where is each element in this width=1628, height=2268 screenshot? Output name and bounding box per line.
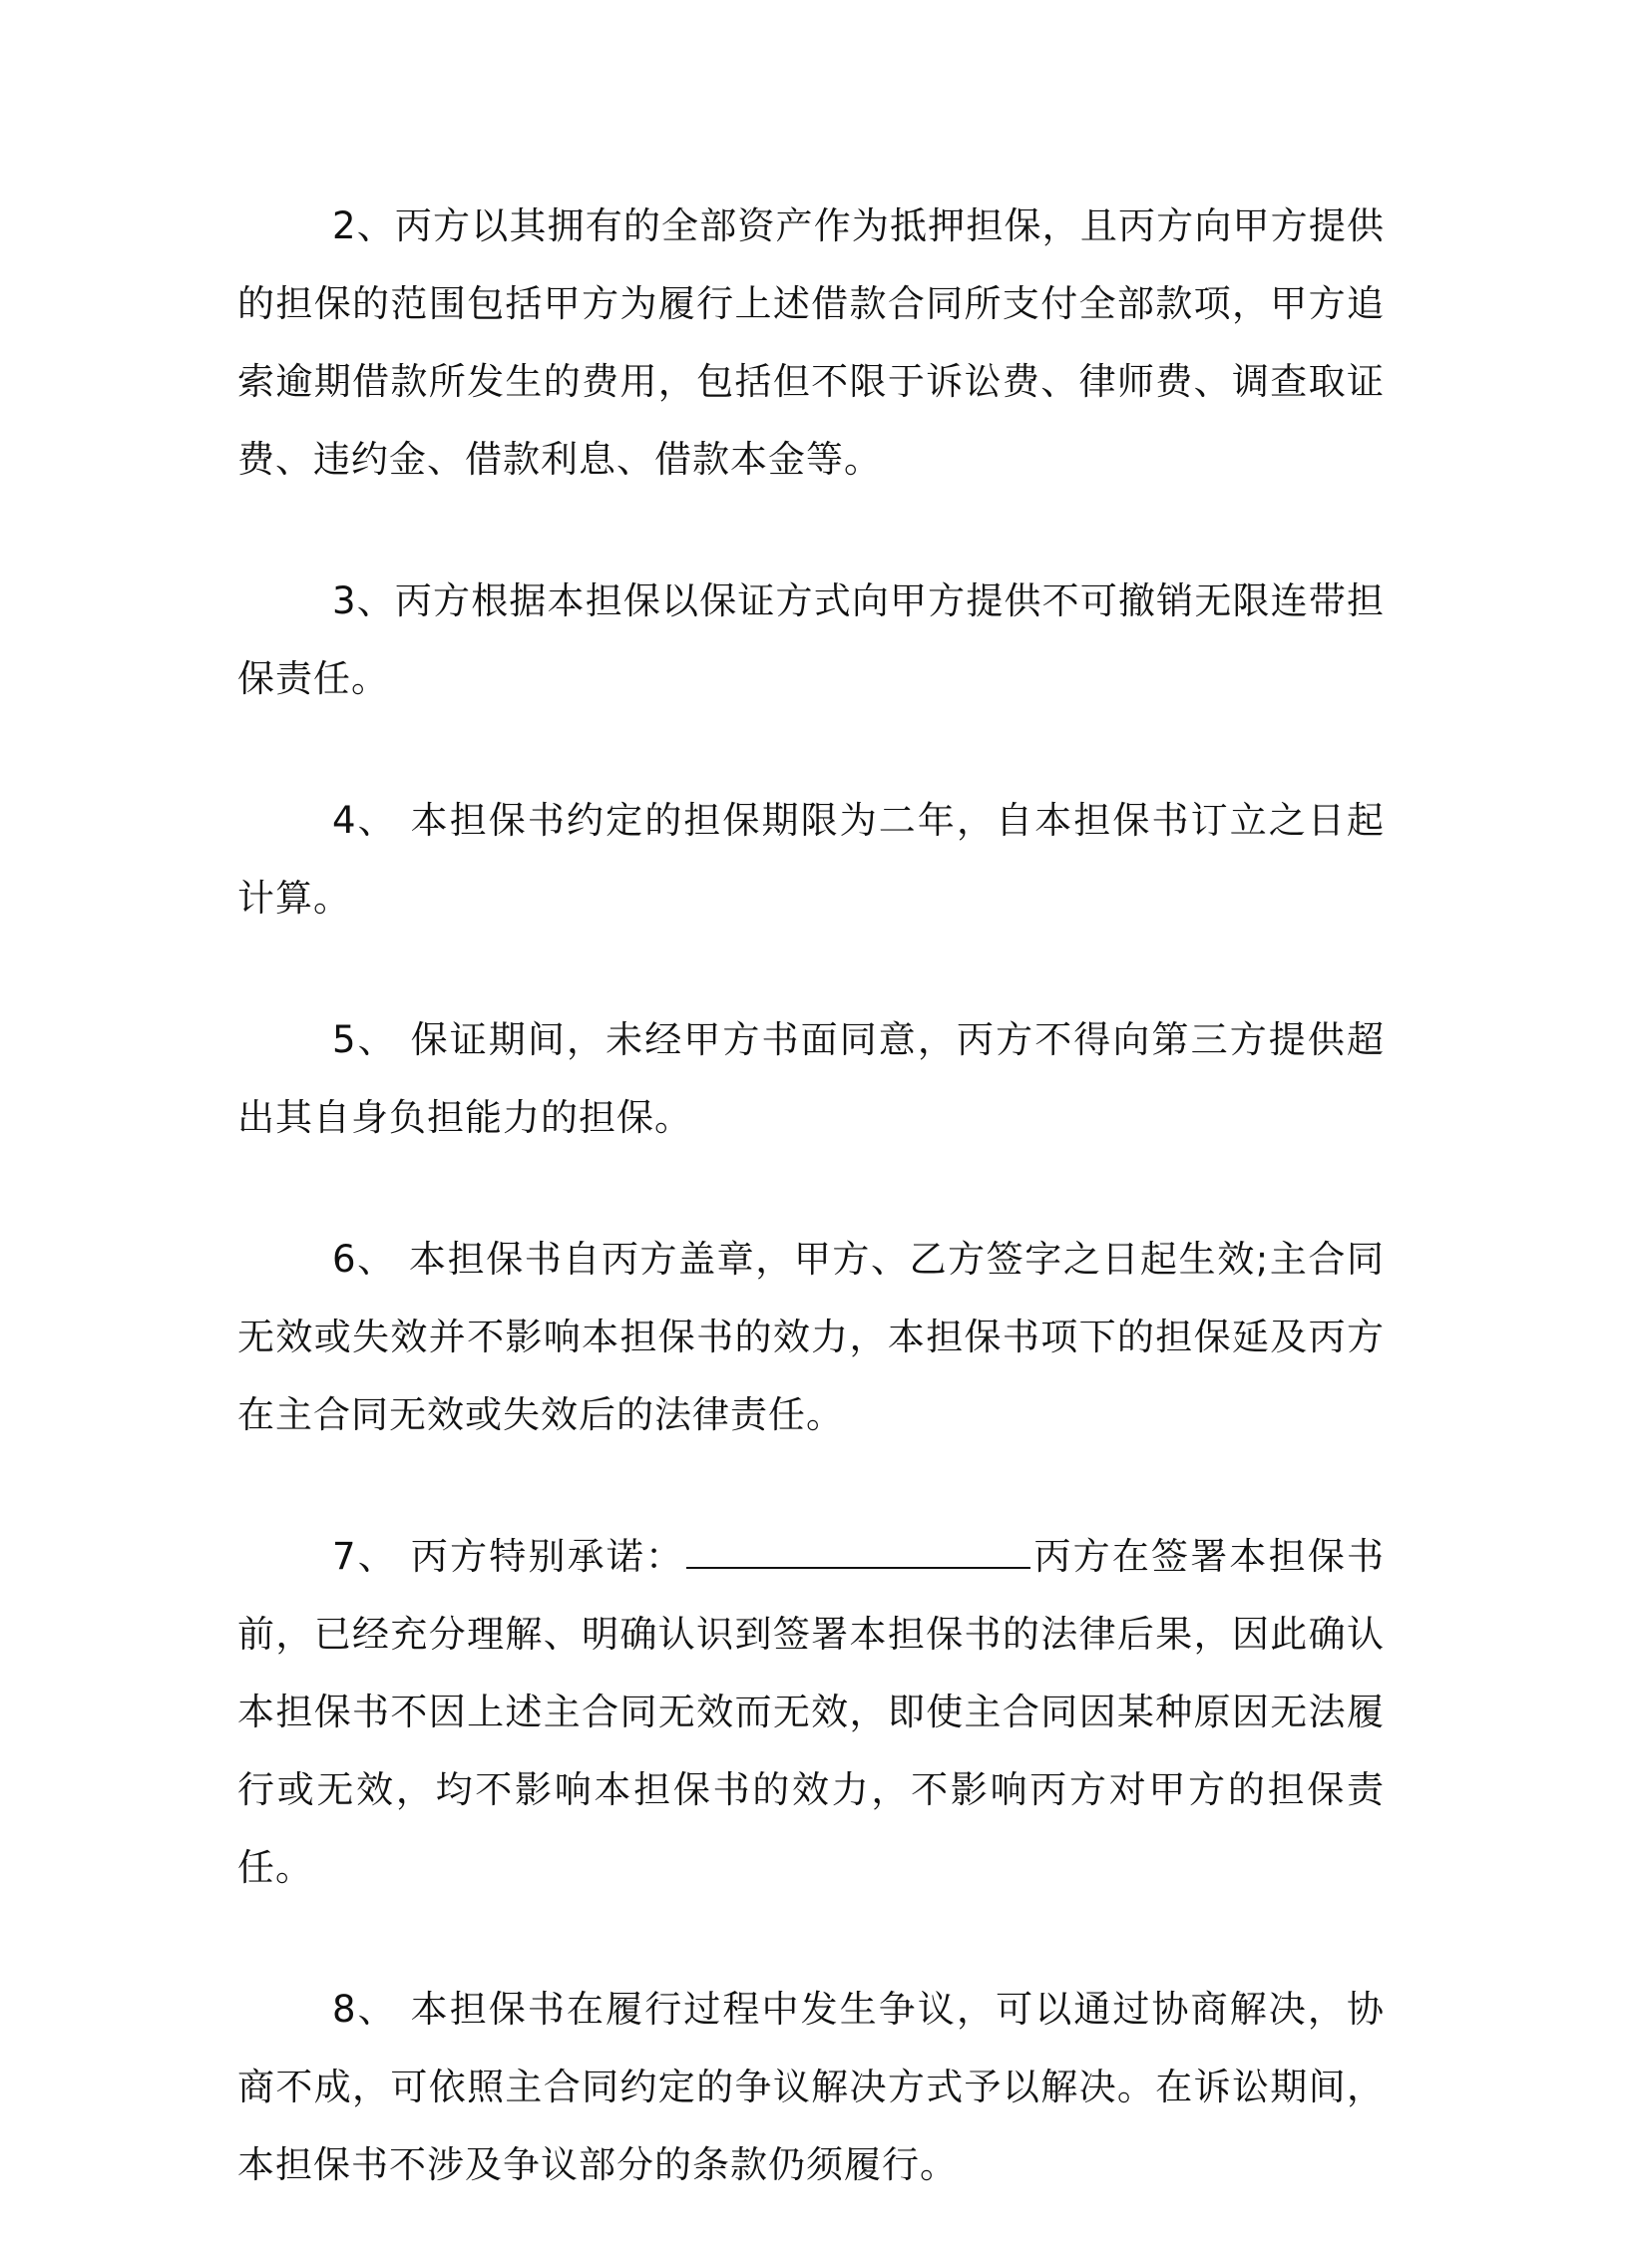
clause-text: 本担保书自丙方盖章，甲方、乙方签字之日起生效;主合同无效或失效并不影响本担保书的效力，本担保书项下的担保延及丙方在主合同无效或失效后的法律责任。: [237, 1238, 1385, 1436]
clause-text-before-blank: 丙方特别承诺：: [396, 1535, 685, 1578]
clause-text-after-blank: 丙方在签署本担保书前，已经充分理解、明确认识到签署本担保书的法律后果，因此确认本担保书不因上述主合同无效而无效，即使主合同因某种原因无法履行或无效，均不影响本担保书的效力，不影响丙方对甲方的担保责任。: [237, 1535, 1386, 1889]
clause-number: 4、: [332, 799, 397, 842]
clause-number: 3、: [332, 579, 395, 622]
clause-text: 保证期间，未经甲方书面同意，丙方不得向第三方提供超出其自身负担能力的担保。: [237, 1018, 1385, 1139]
clause-text: 丙方以其拥有的全部资产作为抵押担保，且丙方向甲方提供的担保的范围包括甲方为履行上述借款合同所支付全部款项，甲方追索逾期借款所发生的费用，包括但不限于诉讼费、律师费、调查取证费、违约金、借款利息、借款本金等。: [237, 204, 1385, 481]
clause-number: 5、: [332, 1018, 397, 1061]
clause-2: [237, 188, 1385, 499]
document-body: [237, 188, 1385, 2268]
clause-3: [237, 563, 1385, 718]
clause-number: 6、: [332, 1238, 396, 1281]
clause-text: 本担保书在履行过程中发生争议，可以通过协商解决，协商不成，可依照主合同约定的争议解决方式予以解决。在诉讼期间，本担保书不涉及争议部分的条款仍须履行。: [237, 1988, 1385, 2186]
fill-in-blank-line: [686, 1527, 1030, 1569]
clause-7: [237, 1518, 1385, 1907]
clause-number: 2、: [332, 204, 395, 247]
clause-number: 8、: [332, 1988, 397, 2031]
clause-text: 本担保书约定的担保期限为二年，自本担保书订立之日起计算。: [237, 799, 1385, 920]
clause-6: [237, 1221, 1385, 1454]
clause-8: [237, 1971, 1385, 2204]
clause-4: [237, 782, 1385, 938]
clause-text: 丙方根据本担保以保证方式向甲方提供不可撤销无限连带担保责任。: [237, 579, 1385, 700]
clause-5: [237, 1001, 1385, 1157]
clause-number: 7、: [332, 1535, 397, 1578]
